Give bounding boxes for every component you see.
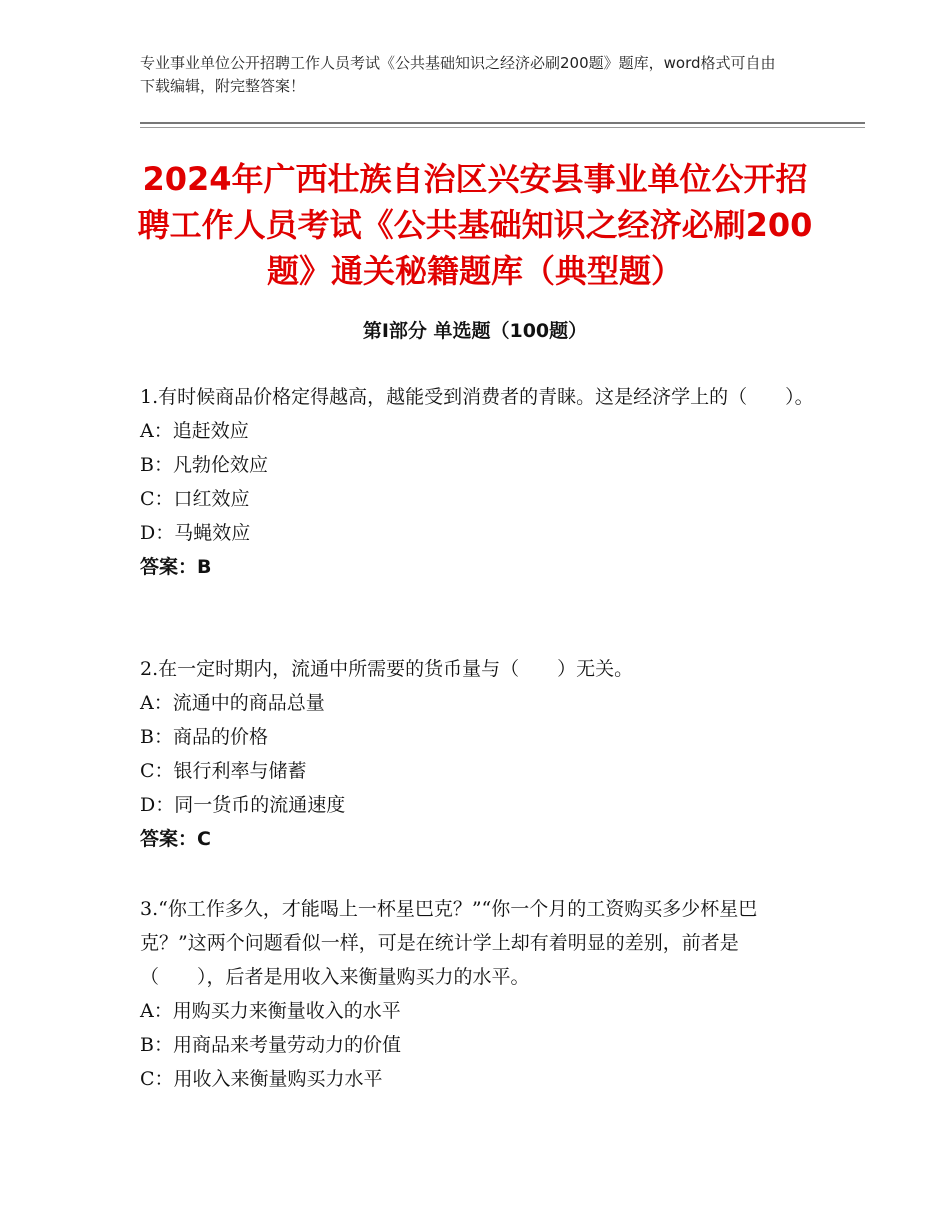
option-c: C：口红效应 [140,488,250,510]
header-divider-thick [140,122,865,124]
option-d: D：马蝇效应 [140,522,251,544]
option-c: C：用收入来衡量购买力水平 [140,1068,383,1090]
option-d: D：同一货币的流通速度 [140,794,346,816]
section-title: 第Ⅰ部分 单选题（100题） [362,320,588,342]
header-divider-thin [140,127,865,128]
option-b: B：凡勃伦效应 [140,454,268,476]
question-stem: 1.有时候商品价格定得越高，越能受到消费者的青睐。这是经济学上的（ ）。 [140,386,814,408]
question-2 [140,652,820,856]
option-b: B：商品的价格 [140,726,268,748]
question-1 [140,380,820,584]
option-a: A：追赶效应 [140,420,249,442]
header-note: 专业事业单位公开招聘工作人员考试《公共基础知识之经济必刷200题》题库，word格式可自由下载编辑，附完整答案！ [140,54,776,95]
option-b: B：用商品来考量劳动力的价值 [140,1034,401,1056]
option-a: A：流通中的商品总量 [140,692,325,714]
question-stem: 2.在一定时期内，流通中所需要的货币量与（ ）无关。 [140,658,634,680]
option-c: C：银行利率与储蓄 [140,760,307,782]
answer-label: 答案：C [140,828,211,850]
answer-label: 答案：B [140,556,212,578]
question-3 [140,892,820,1096]
document-title: 2024年广西壮族自治区兴安县事业单位公开招聘工作人员考试《公共基础知识之经济必刷200题》通关秘籍题库（典型题） [137,160,813,290]
question-stem: 3.“你工作多久，才能喝上一杯星巴克？”“你一个月的工资购买多少杯星巴克？”这两个问题看似一样，可是在统计学上却有着明显的差别，前者是（ ），后者是用收入来衡量购买力的水平。 [140,898,758,988]
option-a: A：用购买力来衡量收入的水平 [140,1000,401,1022]
